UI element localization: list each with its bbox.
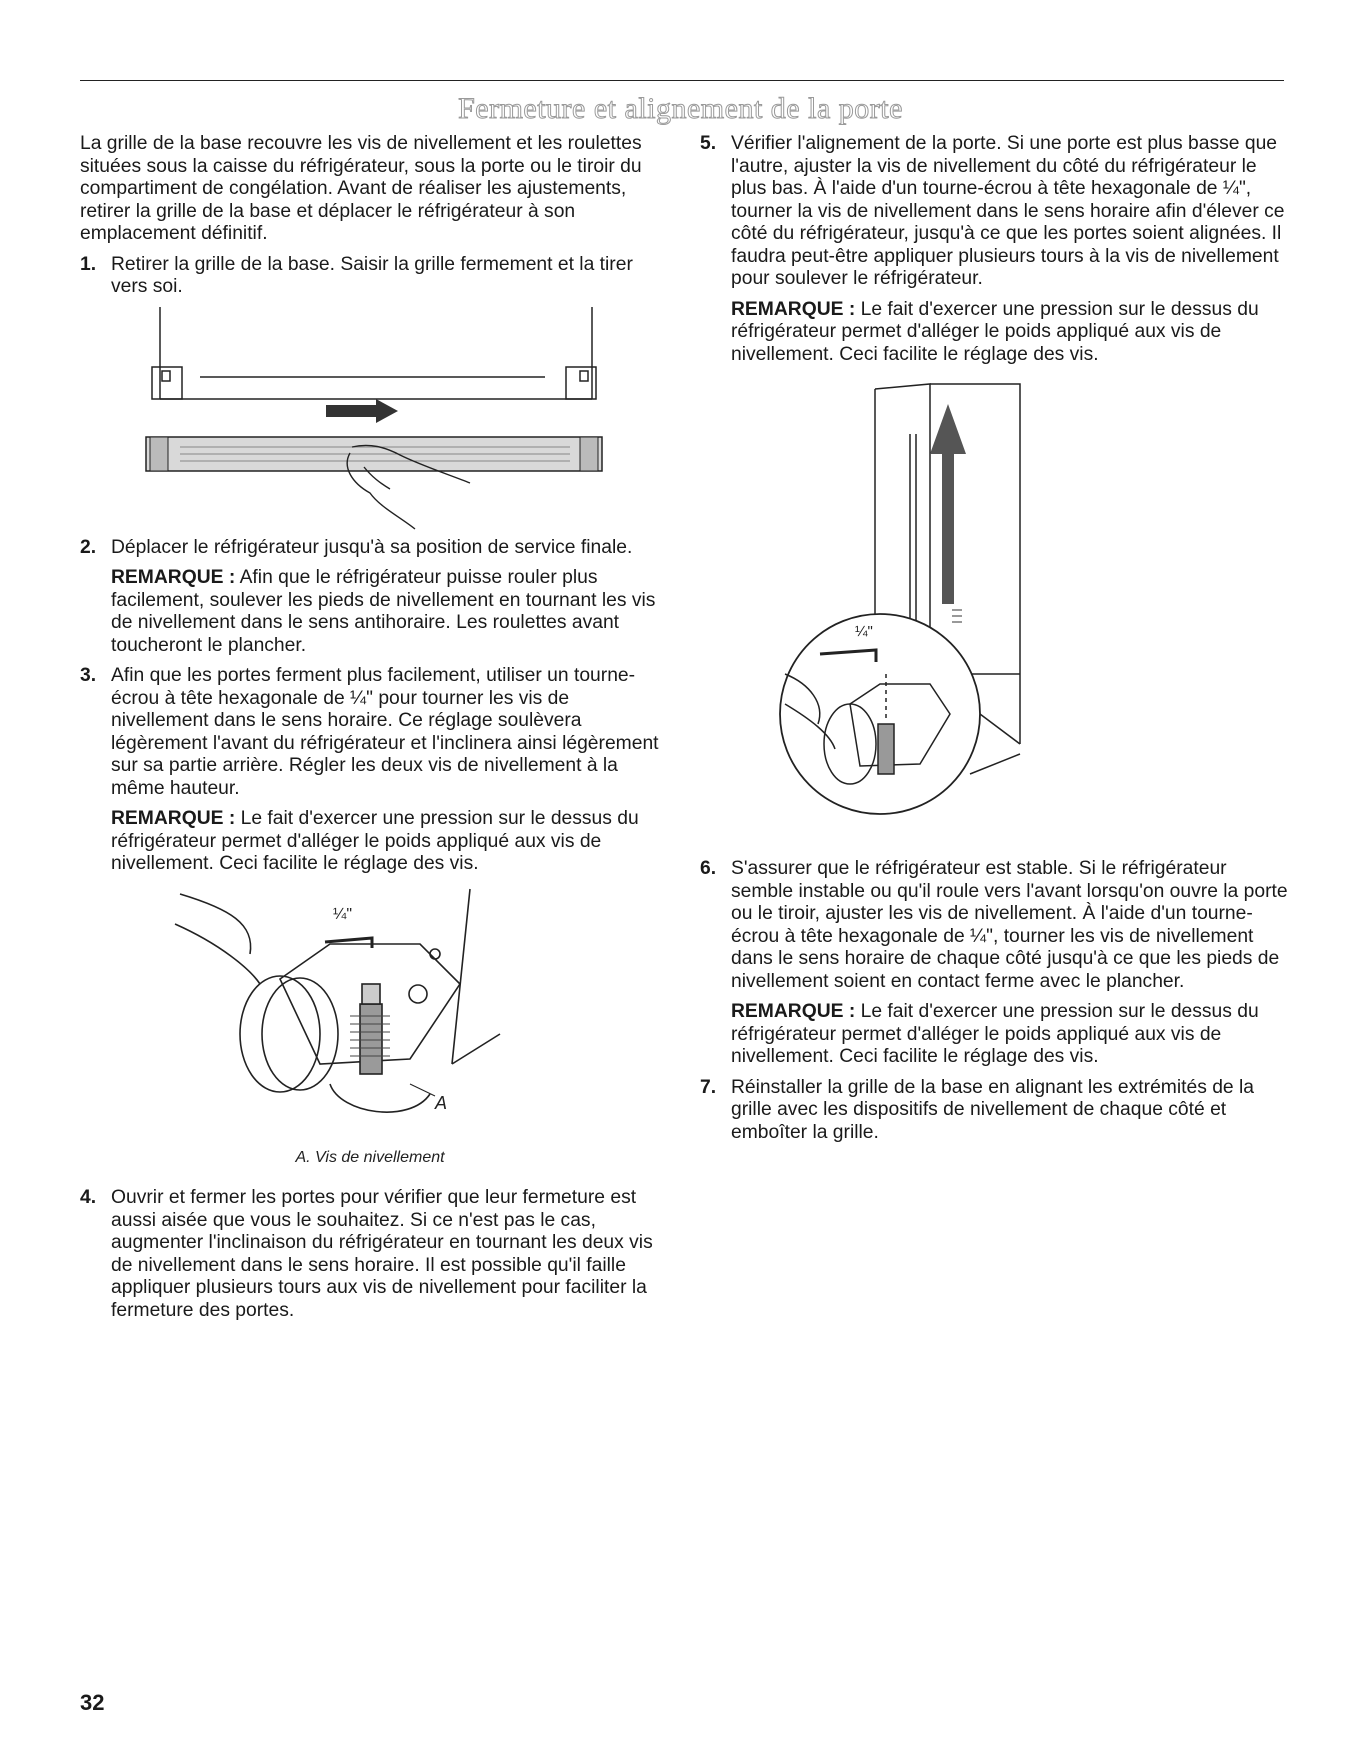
page-title: Fermeture et alignement de la porte	[458, 92, 903, 125]
step-7	[700, 1077, 1290, 1145]
step-text: Afin que les portes ferment plus facilement, utiliser un tourne-écrou à tête hexagonale de ¼" pour tourner les vis de nivellement dans le sens horaire. Ce réglage soulèvera légèrement l'avant du réfrigérateur et l'inclinera ainsi légèrement sur sa partie arrière. Régler les deux vis de nivellement à la même hauteur.	[111, 665, 659, 799]
step-5	[700, 133, 1290, 291]
grille-bar	[146, 437, 602, 471]
step-number: 4.	[80, 1187, 97, 1208]
base-grille-removal-figure	[80, 307, 660, 537]
step-1	[80, 254, 660, 299]
step-3-note	[111, 808, 660, 876]
figure-caption: A. Vis de nivellement	[295, 1148, 445, 1166]
step-text: Vérifier l'alignement de la porte. Si une porte est plus basse que l'autre, ajuster la vis de nivellement du côté du réfrigérateur le plus bas. À l'aide d'un tourne-écrou à tête hexagonale de ¼", tourner la vis de nivellement dans le sens horaire afin d'élever ce côté du réfrigérateur, jusqu'à ce que les portes soient alignées. Il faudra peut-être appliquer plusieurs tours à la vis de nivellement pour soulever le réfrigérateur.	[731, 133, 1285, 289]
step-2	[80, 537, 660, 560]
quarter-inch-label: ¼"	[333, 905, 353, 923]
right-column	[700, 133, 1290, 1152]
step-2-note	[111, 567, 660, 657]
arrow-icon	[326, 399, 398, 423]
step-text: Ouvrir et fermer les portes pour vérifier que leur fermeture est aussi aisée que vous le souhaitez. Si ce n'est pas le cas, augmenter l'inclinaison du réfrigérateur en tournant les deux vis de nivellement dans le sens horaire. Il est possible qu'il faille appliquer plusieurs tours aux vis de nivellement pour faciliter la fermeture des portes.	[111, 1187, 653, 1321]
left-column	[80, 133, 660, 1330]
step-number: 1.	[80, 253, 97, 275]
step-number: 5.	[700, 133, 717, 154]
leveling-screw-figure	[80, 884, 660, 1139]
door-alignment-figure	[700, 374, 1290, 834]
page-number: 32	[80, 1690, 105, 1715]
label-a: A	[435, 1092, 448, 1113]
note-text: Le fait d'exercer une pression sur le dessus du réfrigérateur permet d'alléger le poids appliqué aux vis de nivellement. Ceci facilite le réglage des vis.	[731, 298, 1259, 365]
note-label: REMARQUE :	[111, 808, 236, 829]
note-label: REMARQUE :	[731, 1001, 856, 1022]
note-label: REMARQUE :	[111, 567, 236, 588]
step-text: S'assurer que le réfrigérateur est stable. Si le réfrigérateur semble instable ou qu'il roule vers l'avant lorsqu'on ouvre la porte ou le tiroir, ajuster les vis de nivellement. À l'aide d'un tourne-écrou à tête hexagonale de ¼", tourner les vis de nivellement dans le sens horaire de chaque côté jusqu'à ce que les pieds de nivellement soient en contact ferme avec le plancher.	[731, 858, 1288, 992]
step-number: 6.	[700, 858, 717, 879]
step-text: Déplacer le réfrigérateur jusqu'à sa position de service finale.	[111, 536, 633, 558]
step-4	[80, 1187, 660, 1322]
header-rule	[80, 80, 1284, 81]
step-6-note	[731, 1001, 1290, 1069]
note-label: REMARQUE :	[731, 298, 856, 320]
step-6	[700, 858, 1290, 993]
step-number: 2.	[80, 536, 97, 558]
step-text: Retirer la grille de la base. Saisir la grille fermement et la tirer vers soi.	[111, 253, 633, 297]
step-3	[80, 665, 660, 800]
note-text: Le fait d'exercer une pression sur le dessus du réfrigérateur permet d'alléger le poids appliqué aux vis de nivellement. Ceci facilite le réglage des vis.	[111, 808, 639, 874]
step-text: Réinstaller la grille de la base en alignant les extrémités de la grille avec les dispositifs de nivellement de chaque côté et emboîter la grille.	[731, 1076, 1255, 1143]
note-text: Afin que le réfrigérateur puisse rouler plus facilement, soulever les pieds de nivellement en tournant les vis de nivellement dans le sens antihoraire. Les roulettes avant toucheront le plancher.	[111, 567, 656, 656]
step-number: 7.	[700, 1076, 717, 1098]
quarter-inch-label: ¼"	[855, 623, 873, 640]
step-number: 3.	[80, 665, 97, 686]
up-arrow-icon	[930, 404, 966, 622]
step-5-note	[731, 299, 1290, 367]
intro-paragraph: La grille de la base recouvre les vis de nivellement et les roulettes situées sous la caisse du réfrigérateur, sous la porte ou le tiroir du compartiment de congélation. Avant de réaliser les ajustements, retirer la grille de la base et déplacer le réfrigérateur à son emplacement définitif.	[80, 133, 642, 244]
note-text: Le fait d'exercer une pression sur le dessus du réfrigérateur permet d'alléger le poids appliqué aux vis de nivellement. Ceci facilite le réglage des vis.	[731, 1001, 1259, 1067]
